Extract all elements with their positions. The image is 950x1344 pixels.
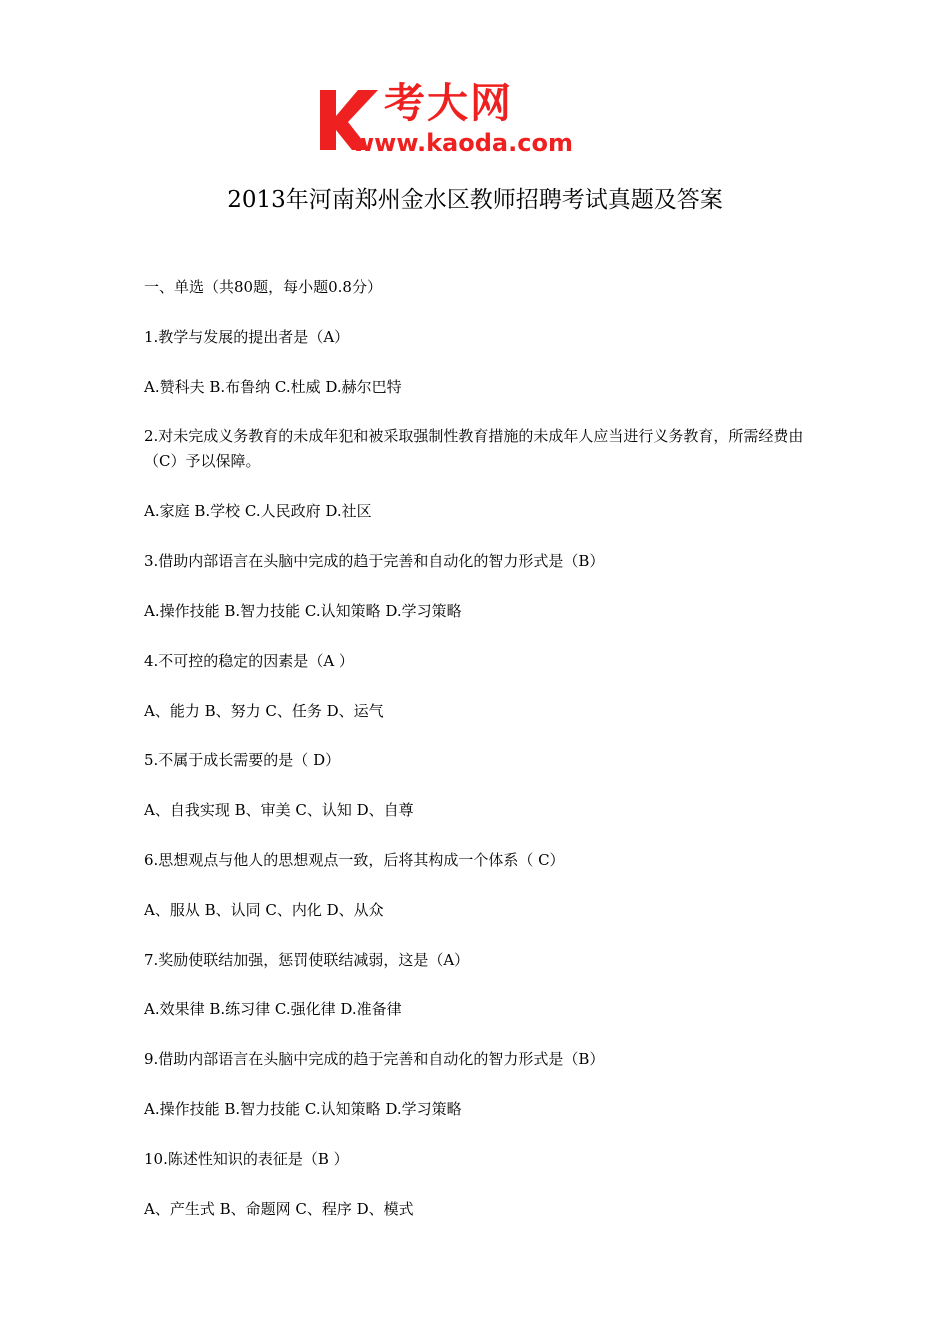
options-9: A.操作技能 B.智力技能 C.认知策略 D.学习策略 [144, 1100, 462, 1118]
document-title: 2013年河南郑州金水区教师招聘考试真题及答案 [227, 187, 723, 213]
question-6: 6.思想观点与他人的思想观点一致，后将其构成一个体系（ C） [144, 851, 565, 869]
question-5: 5.不属于成长需要的是（ D） [144, 751, 341, 769]
options-1: A.赞科夫 B.布鲁纳 C.杜威 D.赫尔巴特 [144, 378, 402, 396]
options-3: A.操作技能 B.智力技能 C.认知策略 D.学习策略 [144, 602, 462, 620]
logo-brand-text: 考大网 [384, 79, 513, 127]
options-2: A.家庭 B.学校 C.人民政府 D.社区 [144, 502, 372, 520]
kaoda-logo [318, 80, 638, 160]
section-header: 一、单选（共80题，每小题0.8分） [144, 278, 382, 296]
question-7: 7.奖励使联结加强，惩罚使联结减弱，这是（A） [144, 951, 470, 969]
question-4: 4.不可控的稳定的因素是（A ） [144, 652, 354, 670]
question-3: 3.借助内部语言在头脑中完成的趋于完善和自动化的智力形式是（B） [144, 552, 605, 570]
question-9: 9.借助内部语言在头脑中完成的趋于完善和自动化的智力形式是（B） [144, 1050, 605, 1068]
options-6: A、服从 B、认同 C、内化 D、从众 [144, 901, 384, 919]
question-1: 1.教学与发展的提出者是（A） [144, 328, 350, 346]
options-5: A、自我实现 B、审美 C、认知 D、自尊 [144, 801, 414, 819]
question-2: 2.对未完成义务教育的未成年犯和被采取强制性教育措施的未成年人应当进行义务教育，所需经费由（C）予以保障。 [144, 427, 804, 470]
question-10: 10.陈述性知识的表征是（B ） [144, 1150, 349, 1168]
options-10: A、产生式 B、命题网 C、程序 D、模式 [144, 1200, 414, 1218]
options-4: A、能力 B、努力 C、任务 D、运气 [144, 702, 384, 720]
logo-url-text: www.kaoda.com [352, 129, 573, 157]
options-7: A.效果律 B.练习律 C.强化律 D.准备律 [144, 1000, 402, 1018]
